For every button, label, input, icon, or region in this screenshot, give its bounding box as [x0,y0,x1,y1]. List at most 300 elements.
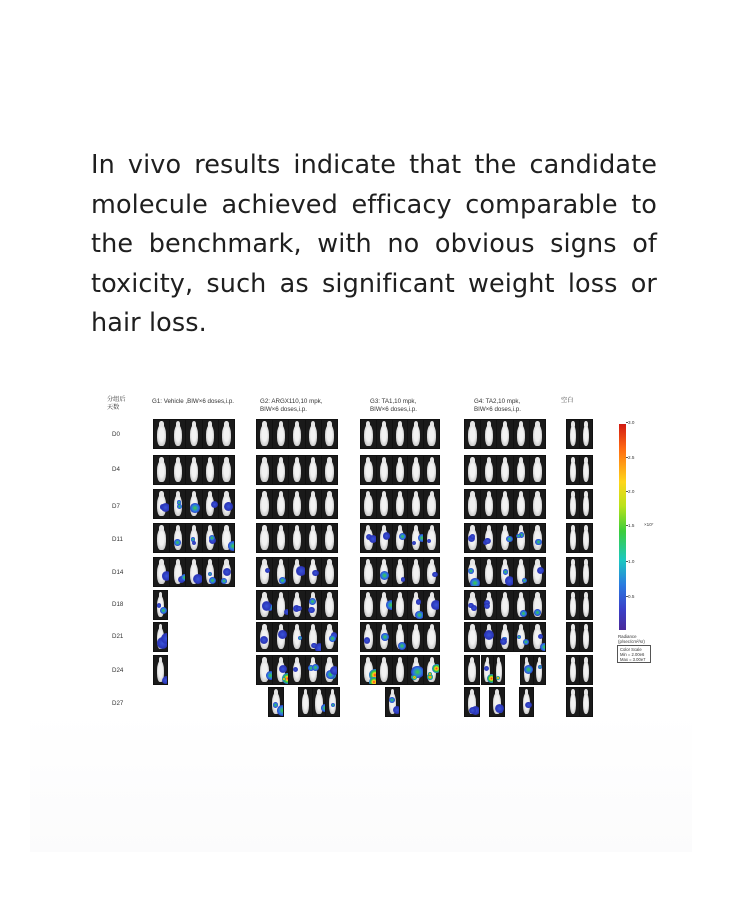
bioluminescence-signal [308,607,315,614]
mouse-image [514,456,529,484]
mouse-image-strip [256,419,338,449]
bioluminescence-signal [432,572,437,577]
mouse-image-strip [360,590,440,620]
mouse-image [514,623,529,651]
bioluminescence-signal [500,638,507,645]
mouse-image-strip [360,655,440,685]
bioluminescence-signal [534,609,541,616]
scale-tick: 2.0 [628,489,635,494]
mouse-image [306,656,321,684]
mouse-image [481,420,496,448]
color-scale-min: Min = 2.00e6 [620,652,645,657]
bioluminescence-signal [209,577,216,584]
mouse-image-strip [464,489,546,519]
bioluminescence-signal [312,664,319,671]
mouse-image [465,656,479,684]
bioluminescence-signal [369,677,376,684]
bioluminescence-signal [468,568,474,574]
mouse-image [289,456,304,484]
mouse-image [306,591,321,619]
bioluminescence-signal [321,704,325,712]
mouse-image-strip [268,687,284,717]
mouse-image [257,490,272,518]
mouse-image [386,688,399,716]
bioluminescence-signal [298,636,302,640]
mouse-image [465,420,480,448]
mouse-image-strip [464,523,546,553]
mouse-image [580,558,592,586]
scale-tick: 1.5 [628,523,635,528]
mouse-image-strip [519,687,534,717]
bioluminescence-signal [174,539,181,546]
mouse-image [481,490,496,518]
mouse-image [465,558,480,586]
mouse-image [567,456,579,484]
radiance-label: Radiance (p/sec/cm²/sr) [618,634,645,644]
mouse-image [377,456,392,484]
mouse-image-strip [153,557,235,587]
bioluminescence-signal [427,539,431,543]
bioluminescence-signal [487,674,493,683]
mouse-image [567,623,579,651]
mouse-image [289,656,304,684]
mouse-image [306,623,321,651]
mouse-image [408,623,423,651]
mouse-image [521,656,533,684]
mouse-image [203,558,218,586]
mouse-image [154,456,169,484]
mouse-image [567,656,579,684]
mouse-image [408,490,423,518]
mouse-image [377,656,392,684]
bioluminescence-signal [279,577,287,585]
mouse-image [257,591,272,619]
mouse-image [393,623,408,651]
scale-tick: 1.0 [628,559,635,564]
mouse-image [377,558,392,586]
bioluminescence-signal [331,703,335,707]
bioluminescence-signal [260,636,269,645]
mouse-image [326,688,339,716]
mouse-image [219,490,234,518]
mouse-image [497,591,512,619]
bioluminescence-signal [228,541,234,551]
mouse-image [497,623,512,651]
bioluminescence-signal [160,607,167,614]
mouse-image-strip [566,557,593,587]
mouse-image [186,558,201,586]
mouse-image [580,688,592,716]
mouse-image [530,420,545,448]
mouse-image [465,688,479,716]
mouse-image [514,558,529,586]
group-header-g1: G1: Vehicle ,BIW×6 doses,i.p. [152,398,235,405]
mouse-image [481,456,496,484]
mouse-image [567,591,579,619]
mouse-image [520,688,533,716]
day-label: D11 [112,536,123,543]
mouse-image [203,420,218,448]
mouse-image [393,656,408,684]
mouse-image [203,490,218,518]
bioluminescence-signal [381,633,389,641]
mouse-image [219,420,234,448]
mouse-image [289,420,304,448]
mouse-image-strip [153,455,235,485]
mouse-image [289,623,304,651]
bioluminescence-signal [279,665,287,673]
bioluminescence-signal [208,572,212,576]
mouse-image [377,623,392,651]
bioluminescence-signal [284,609,289,615]
mouse-image-strip [520,655,546,685]
bioluminescence-signal [266,671,272,680]
bioluminescence-signal [181,574,186,581]
mouse-image [393,490,408,518]
mouse-image [530,456,545,484]
row-header: 分组后 天数 [107,396,126,411]
mouse-image-strip [360,557,440,587]
mouse-image [257,420,272,448]
bioluminescence-signal [401,577,406,582]
mouse-image [154,420,169,448]
mouse-image [424,490,439,518]
mouse-image [393,456,408,484]
mouse-image [408,656,423,684]
figure-background [30,712,692,852]
mouse-image [257,456,272,484]
bioluminescence-signal [431,600,439,610]
bioluminescence-signal [296,566,304,575]
mouse-image [481,623,496,651]
bioluminescence-signal [161,633,167,644]
mouse-image [273,656,288,684]
mouse-image [361,420,376,448]
mouse-image-strip [385,687,400,717]
bioluminescence-signal [428,672,432,676]
mouse-image [530,623,545,651]
bioluminescence-signal [416,599,422,605]
mouse-image [514,524,529,552]
bioluminescence-signal [329,635,336,642]
mouse-image [424,456,439,484]
mouse-image-strip [566,655,593,685]
mouse-image-strip [256,622,338,652]
mouse-image [393,524,408,552]
mouse-image [481,524,496,552]
bioluminescence-signal [221,578,227,584]
mouse-image [465,490,480,518]
mouse-image [567,688,579,716]
mouse-image [567,490,579,518]
mouse-image [530,591,545,619]
bioluminescence-signal [386,600,391,610]
mouse-image [580,656,592,684]
bioluminescence-signal [415,611,423,619]
color-scale-bar [619,424,626,630]
mouse-image-strip [360,523,440,553]
mouse-image-strip [566,687,593,717]
mouse-image-strip [256,655,338,685]
mouse-image [306,558,321,586]
mouse-image [408,558,423,586]
mouse-image [322,490,337,518]
mouse-image-strip [566,590,593,620]
bioluminescence-signal [484,538,490,544]
bioluminescence-signal [293,667,298,672]
color-scale-max: Max = 3.00e7 [620,657,646,662]
mouse-image [170,558,185,586]
mouse-image-strip [153,489,235,519]
mouse-image [481,558,496,586]
mouse-image-strip [464,655,480,685]
mouse-image [322,420,337,448]
bioluminescence-signal [277,705,283,716]
mouse-image [154,490,169,518]
mouse-image-strip [153,590,168,620]
mouse-image [289,524,304,552]
bioluminescence-signal [516,534,520,538]
mouse-image [580,420,592,448]
mouse-image [361,490,376,518]
mouse-image [514,591,529,619]
mouse-image [408,524,423,552]
mouse-image [580,524,592,552]
bioluminescence-signal [535,539,542,546]
bioluminescence-signal [469,707,476,714]
scale-tick: 0.5 [628,594,635,599]
color-scale-title: Color Scale [620,647,642,652]
mouse-image-strip [566,523,593,553]
mouse-image [257,656,272,684]
group-header-blank: 空白 [561,397,574,404]
bioluminescence-signal [484,603,490,609]
mouse-image [154,591,167,619]
mouse-image-strip [360,622,440,652]
bioluminescence-signal [162,571,169,580]
mouse-image [408,591,423,619]
mouse-image-strip [464,419,546,449]
mouse-image [393,420,408,448]
bioluminescence-signal [525,702,532,709]
bioluminescence-signal [505,576,513,586]
mouse-image-strip [360,455,440,485]
mouse-image [567,524,579,552]
mouse-image [514,420,529,448]
mouse-image [273,591,288,619]
mouse-image [490,688,504,716]
bioluminescence-signal [380,571,389,580]
bioluminescence-signal [470,578,480,586]
mouse-image [273,420,288,448]
mouse-image [465,456,480,484]
mouse-image [299,688,312,716]
mouse-image [530,490,545,518]
mouse-image [377,420,392,448]
bioluminescence-signal [517,635,521,639]
bioluminescence-signal [495,704,504,713]
mouse-image-strip [256,590,338,620]
mouse-image-strip [256,455,338,485]
mouse-image [530,524,545,552]
bioluminescence-signal [524,665,532,674]
mouse-image-strip [298,687,340,717]
mouse-image [424,558,439,586]
bioluminescence-signal [412,541,416,545]
mouse-image [424,656,439,684]
mouse-image-strip [464,622,546,652]
bioluminescence-signal [432,664,439,673]
mouse-image-strip [566,455,593,485]
mouse-image [170,490,185,518]
mouse-image-strip [360,489,440,519]
mouse-image [361,591,376,619]
bioluminescence-signal [190,503,200,513]
mouse-image-strip [464,687,480,717]
mouse-image-strip [153,523,235,553]
bioluminescence-signal [177,504,182,509]
day-label: D4 [112,466,120,473]
mouse-image [322,558,337,586]
group-header-g2: G2: ARGX110,10 mpk, BIW×6 doses,i.p. [260,398,323,413]
mouse-image [306,524,321,552]
bioluminescence-signal [399,533,407,541]
bioluminescence-signal [522,578,527,583]
scale-tick: 2.5 [628,455,635,460]
color-scale-box [617,645,651,663]
mouse-image [273,623,288,651]
mouse-image [186,524,201,552]
mouse-image-strip [360,419,440,449]
mouse-image [465,591,480,619]
mouse-image [377,490,392,518]
mouse-image-strip [153,655,168,685]
mouse-image [377,591,392,619]
mouse-image [322,623,337,651]
bioluminescence-signal [503,569,509,575]
mouse-image [481,591,496,619]
mouse-image [361,456,376,484]
mouse-image [273,524,288,552]
bioluminescence-signal [538,634,543,639]
mouse-image-strip [153,622,168,652]
bioluminescence-signal [398,642,406,650]
mouse-image [289,490,304,518]
mouse-image-strip [489,687,505,717]
bioluminescence-signal [537,567,544,574]
mouse-image-strip [464,590,546,620]
day-label: D18 [112,601,124,608]
mouse-image [322,456,337,484]
mouse-image-strip [481,655,505,685]
bioluminescence-signal [224,502,233,511]
day-label: D21 [112,633,124,640]
bioluminescence-signal [412,675,417,680]
mouse-image-strip [566,419,593,449]
mouse-image [567,558,579,586]
mouse-image [377,524,392,552]
bioluminescence-signal [523,639,529,645]
mouse-image [170,456,185,484]
mouse-image [465,524,480,552]
bioluminescence-signal [393,706,399,714]
bioluminescence-signal [496,676,500,680]
bioluminescence-signal [330,666,337,676]
mouse-image [322,591,337,619]
mouse-image [424,524,439,552]
mouse-image [424,591,439,619]
mouse-image [313,688,326,716]
mouse-image [361,623,376,651]
mouse-image [465,623,480,651]
mouse-image-strip [256,523,338,553]
bioluminescence-signal [309,598,316,605]
mouse-image [497,420,512,448]
mouse-image [497,490,512,518]
bioluminescence-signal [192,541,196,545]
day-label: D14 [112,569,124,576]
bioluminescence-signal [223,568,231,576]
mouse-image [580,623,592,651]
mouse-image [306,456,321,484]
bioluminescence-signal [484,630,494,640]
mouse-image [361,524,376,552]
mouse-image-strip [464,455,546,485]
day-label: D27 [112,700,124,707]
bioluminescence-signal [162,677,167,684]
bioluminescence-signal [278,630,286,638]
bioluminescence-signal [211,501,218,508]
group-header-g4: G4: TA2,10 mpk, BIW×6 doses,i.p. [474,398,521,413]
mouse-image [580,490,592,518]
mouse-image [186,456,201,484]
day-label: D0 [112,431,120,438]
mouse-image [497,456,512,484]
mouse-image [408,456,423,484]
scale-tick: 3.0 [628,420,635,425]
mouse-image [424,420,439,448]
mouse-image [393,558,408,586]
mouse-image [219,524,234,552]
mouse-image [219,456,234,484]
mouse-image [497,524,512,552]
mouse-image [567,420,579,448]
mouse-image [306,490,321,518]
mouse-image [497,558,512,586]
bioluminescence-signal [484,666,489,671]
day-label: D24 [112,667,124,674]
scale-exponent: ×10⁷ [644,522,654,527]
bioluminescence-signal [506,536,513,543]
bioluminescence-signal [265,568,270,573]
mouse-image [154,623,167,651]
mouse-image [424,623,439,651]
mouse-image [580,591,592,619]
bioluminescence-signal [418,534,424,542]
mouse-image [154,558,169,586]
mouse-image-strip [566,489,593,519]
mouse-image [534,656,546,684]
mouse-image [273,558,288,586]
bioluminescence-signal [520,610,527,617]
mouse-image [257,558,272,586]
mouse-image [170,420,185,448]
mouse-image [289,558,304,586]
bioluminescence-signal [161,503,169,512]
bioluminescence-signal [312,570,318,576]
mouse-image [289,591,304,619]
mouse-image [154,656,167,684]
